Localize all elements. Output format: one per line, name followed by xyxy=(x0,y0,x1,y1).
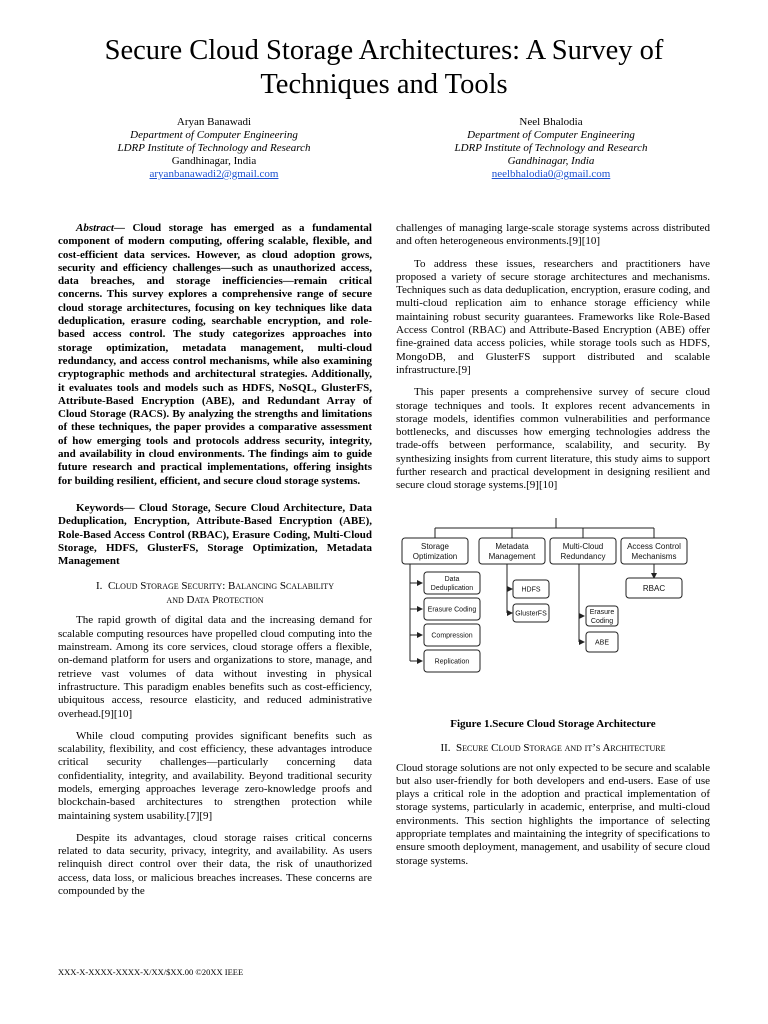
author-block-1 xyxy=(64,116,364,181)
section-2-title: Secure Cloud Storage and it’s Architecture xyxy=(456,742,666,754)
architecture-diagram xyxy=(400,516,712,676)
storage-child-label: Replication xyxy=(434,658,470,666)
keywords xyxy=(58,502,372,568)
author-name: Neel Bhalodia xyxy=(519,116,583,128)
section-1-numeral: I. xyxy=(96,580,103,593)
section-2-numeral: II. xyxy=(440,742,451,754)
figure-caption: Figure 1.Secure Cloud Storage Architecture xyxy=(450,718,656,730)
multicloud-child-label: ABE xyxy=(594,639,610,647)
section-2-paragraph: Cloud storage solutions are not only expected to be secure and scalable but also user-friendly for both developers and end-users. Ease of use plays a critical role in the adoption and practical implementation of storage systems, particularly in academic, enterprise, and multi-cloud environments. This section highlights the importance of selecting appropriate templates and maintaining the integrity of specifications to ensure smooth deployment, management, and usability of secure cloud storage systems. xyxy=(396,761,710,867)
top-node-label: Multi-Cloud xyxy=(562,541,604,551)
author-email-link[interactable]: neelbhalodia0@gmail.com xyxy=(491,168,611,180)
multicloud-child-label: Coding xyxy=(590,617,614,625)
metadata-child-label: GlusterFS xyxy=(515,610,547,618)
intro-paragraph: This paper presents a comprehensive survey of secure cloud storage techniques and tools. It explores recent advancements in storage models, identifies common vulnerabilities and performance bottlenecks, and discusses how emerging technologies address the trade-offs between performance, scalability, and security. By synthesizing insights from current literature, this study aims to support further research and practical development in designing resilient and secure cloud storage systems.[9][10] xyxy=(396,386,710,492)
author-institute: LDRP Institute of Technology and Research xyxy=(454,142,648,154)
top-node-label: Metadata xyxy=(495,541,529,551)
storage-child-label: Erasure Coding xyxy=(427,606,477,614)
section-2 xyxy=(396,742,710,877)
right-column xyxy=(396,222,710,502)
continuation-paragraph: challenges of managing large-scale storage systems across distributed and often heterogeneous environments.[9][10] xyxy=(396,222,710,248)
author-institute: LDRP Institute of Technology and Research xyxy=(117,142,311,154)
author-department: Department of Computer Engineering xyxy=(467,129,635,141)
section-1-paragraph: Despite its advantages, cloud storage raises critical concerns related to data security, privacy, integrity, and availability. As users relinquish direct control over their data, the risk of unauthorized access, data loss, or malicious breaches increases. These concerns are compounded by the xyxy=(58,831,372,898)
paper-title: Secure Cloud Storage Architectures: A Survey of Techniques and Tools xyxy=(104,35,664,100)
storage-child-label: Compression xyxy=(431,632,473,640)
abstract-dash: — xyxy=(113,222,125,234)
author-name: Aryan Banawadi xyxy=(176,116,252,128)
multicloud-child-label: Erasure xyxy=(589,608,615,616)
copyright-footer: XXX-X-XXXX-XXXX-X/XX/$XX.00 ©20XX IEEE xyxy=(58,967,244,977)
top-node-label: Storage xyxy=(420,541,450,551)
top-node-label: Mechanisms xyxy=(631,551,677,561)
abstract-text: Cloud storage has emerged as a fundamental component of modern computing, offering scalable, flexible, and cost-efficient data services. However, as cloud adoption grows, security and efficiency challenges—such as unauthorized access, data breaches, and storage inefficiencies—remain critical concerns. This survey explores a comprehensive range of secure cloud storage architectures, focusing on key techniques like data deduplication, erasure coding, searchable encryption, and role-based access control. The study categorizes approaches into storage optimization, metadata management, multi-cloud redundancy, and access control mechanisms, while also examining cryptographic methods and architectural strategies. Additionally, it evaluates tools and models such as HDFS, NoSQL, GlusterFS, Attribute-Based Encryption (ABE), and Redundant Array of Cloud Storage (RACS). By analyzing the strengths and limitations of these techniques, the paper provides a comparative assessment of how emerging tools and protocols address security, integrity, and availability in cloud environments. The findings aim to guide future research and practical implementations, offering insights for building resilient, efficient, and secure cloud storage systems. xyxy=(58,222,372,487)
storage-child-label: Data xyxy=(444,575,460,583)
author-email-link[interactable]: aryanbanawadi2@gmail.com xyxy=(149,168,279,180)
author-city: Gandhinagar, India xyxy=(171,155,257,167)
section-2-heading xyxy=(396,742,710,756)
section-1-title-line1: Cloud Storage Security: Balancing Scalability xyxy=(107,580,334,593)
author-block-2 xyxy=(401,116,701,181)
section-1-title-line2: and Data Protection xyxy=(166,593,264,606)
storage-child-label: Deduplication xyxy=(430,584,474,592)
top-node-label: Access Control xyxy=(627,541,681,551)
section-1-heading xyxy=(58,580,372,607)
access-child-label: RBAC xyxy=(642,583,666,593)
keywords-text: Cloud Storage, Secure Cloud Architecture, Data Deduplication, Encryption, Attribute-Based Encryption (ABE), Role-Based Access Control (RBAC), Erasure Coding, Multi-Cloud Storage, HDFS, GlusterFS, Storage Optimization, Metadata Management xyxy=(58,501,372,568)
author-department: Department of Computer Engineering xyxy=(130,129,298,141)
left-column xyxy=(58,222,372,907)
intro-paragraph: To address these issues, researchers and practitioners have proposed a variety of secure storage architectures and mechanisms. Techniques such as data deduplication, encryption, erasure coding, and multi-cloud replication aim to enhance storage efficiency while maintaining robust security guarantees. Frameworks like Role-Based Access Control (RBAC) and Attribute-Based Encryption (ABE) offer fine-grained data access policies, while storage tools such as HDFS, MongoDB, and GlusterFS support distributed and scalable infrastructure.[9] xyxy=(396,257,710,376)
metadata-child-label: HDFS xyxy=(521,586,541,594)
section-1-paragraph: While cloud computing provides significant benefits such as scalability, flexibility, and cost efficiency, these advantages introduce critical security challenges—particularly concerning data confidentiality, integrity, and availability. Beyond traditional security models, emerging approaches leverage zero-knowledge proofs and blockchain-based architectures to strengthen protection while maintaining system usability.[7][9] xyxy=(58,729,372,822)
top-node-label: Optimization xyxy=(412,551,458,561)
author-city: Gandhinagar, India xyxy=(507,155,595,167)
keywords-label: Keywords— xyxy=(76,501,135,514)
abstract xyxy=(58,222,372,488)
top-node-label: Redundancy xyxy=(560,551,606,561)
abstract-label: Abstract xyxy=(76,222,114,234)
section-1-paragraph: The rapid growth of digital data and the increasing demand for scalable computing resources have propelled cloud computing into the mainstream. Among its core services, cloud storage offers a flexible, on-demand platform for users and organizations to store, manage, and retrieve vast volumes of data without investing in physical infrastructure. This paradigm enables benefits such as cost-efficiency, ubiquitous access, resource elasticity, and reduced administrative overhead.[9][10] xyxy=(58,614,372,720)
top-node-label: Management xyxy=(488,551,536,561)
